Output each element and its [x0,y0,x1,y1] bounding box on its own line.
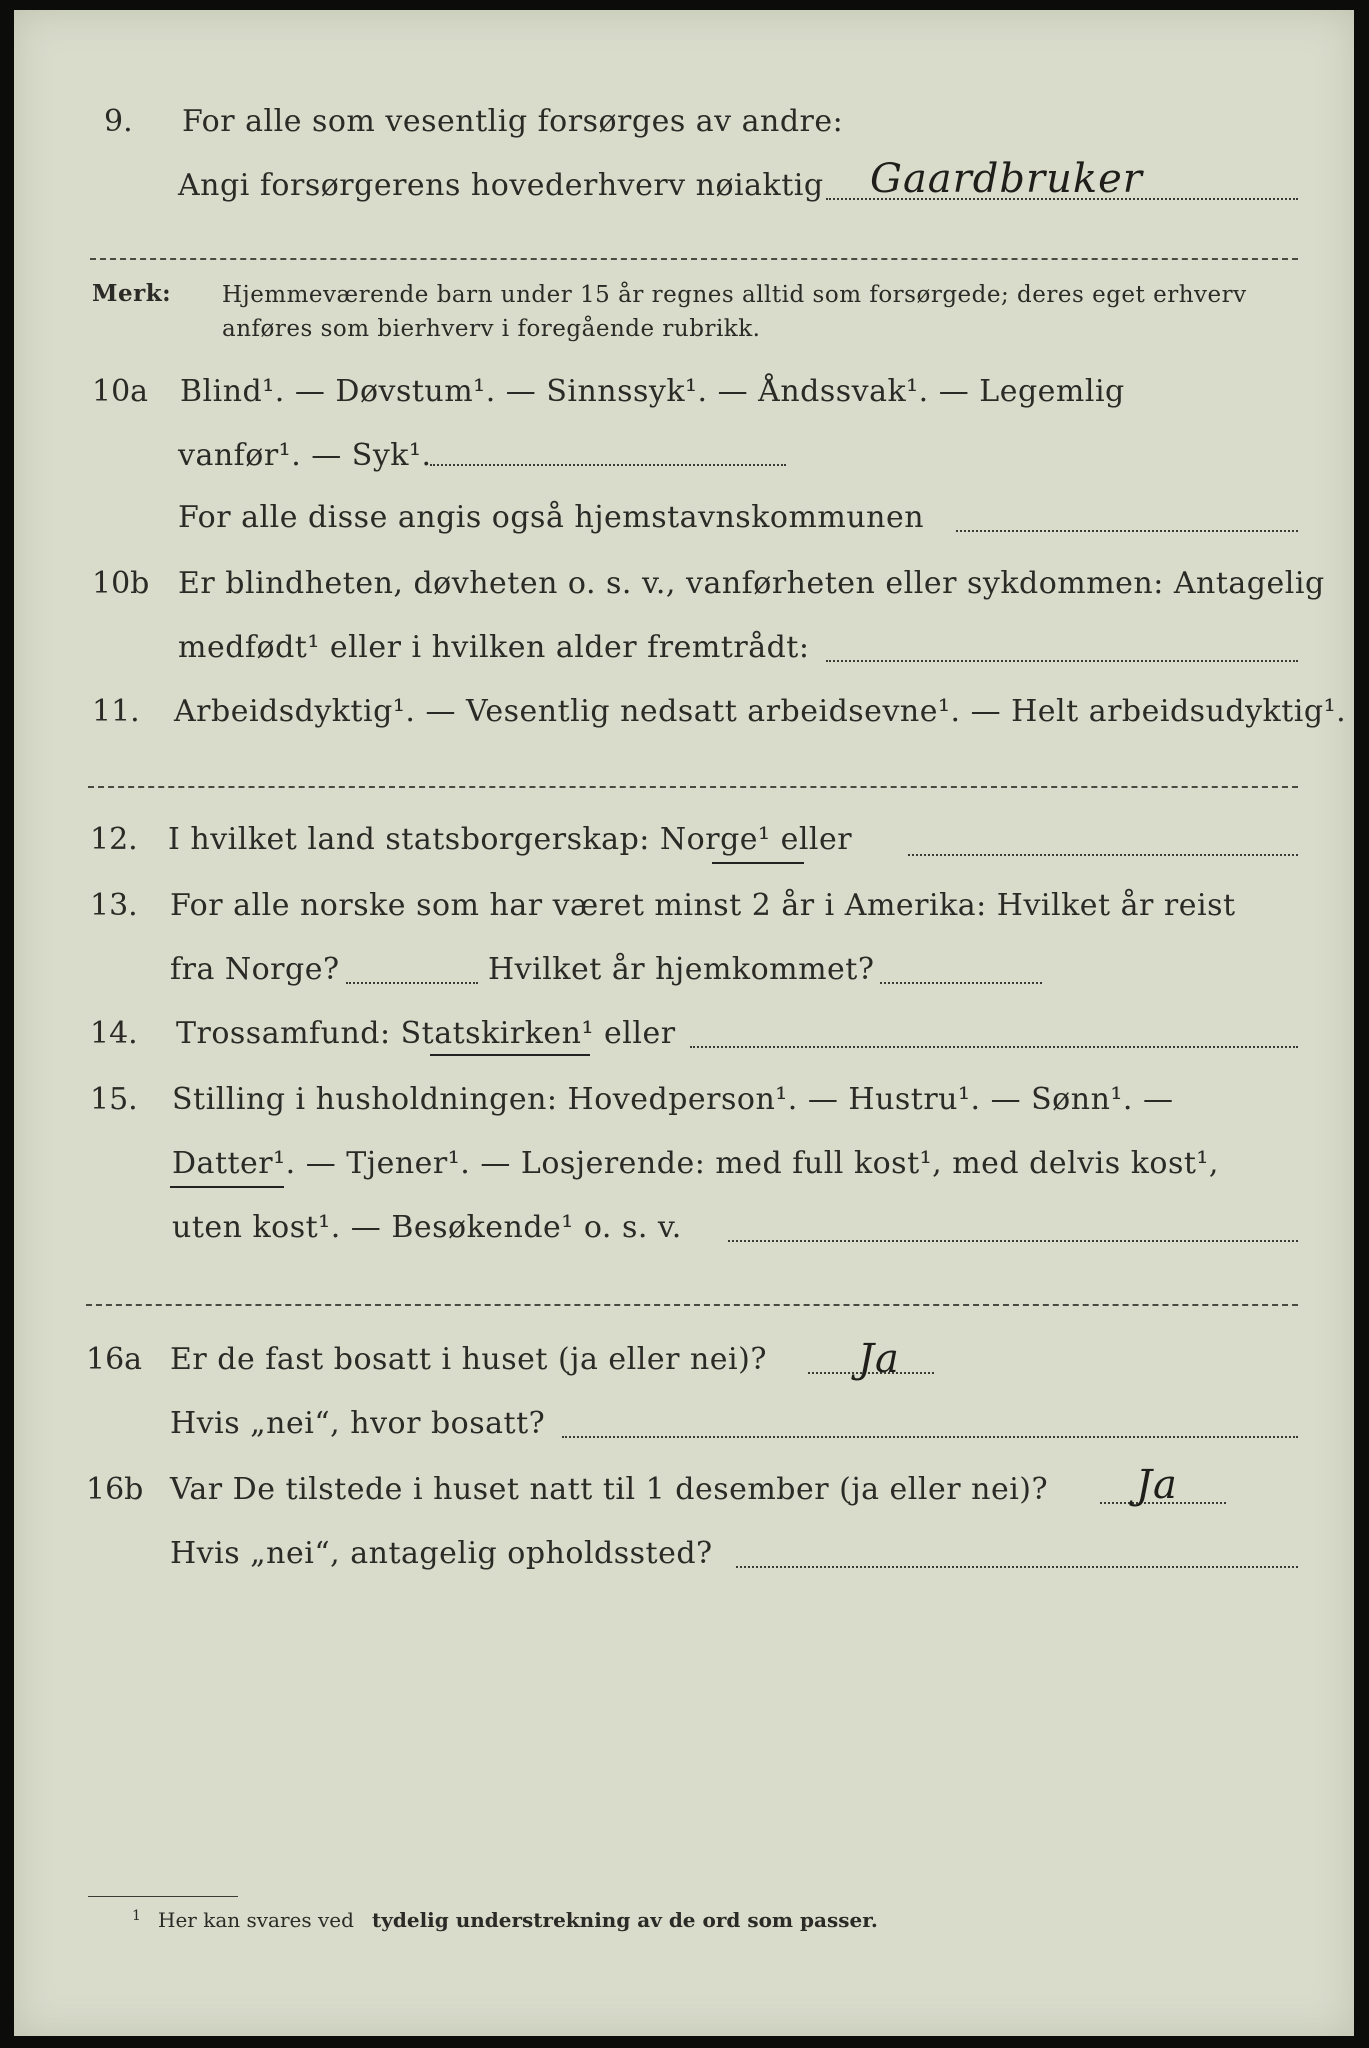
q12-number: 12. [90,822,138,857]
merk-line1: Hjemmeværende barn under 15 år regnes alltid som forsørgede; deres eget erhverv [222,282,1247,308]
q11-line1: Arbeidsdyktig¹. — Vesentlig nedsatt arbeidsevne¹. — Helt arbeidsudyktig¹. [174,694,1347,729]
q16b-handwritten-answer: Ja [1136,1462,1178,1508]
q15-line2: Datter¹. — Tjener¹. — Losjerende: med full kost¹, med delvis kost¹, [172,1146,1219,1181]
q15-line1: Stilling i husholdningen: Hovedperson¹. — Hustru¹. — Sønn¹. — [172,1082,1174,1117]
q13-line2a: fra Norge? [170,952,340,987]
q16a-handwritten-answer: Ja [858,1336,900,1382]
separator-after-q11 [88,786,1298,788]
q9-number: 9. [104,104,133,139]
q12-answer-line [908,854,1298,856]
q13-reist-line [346,982,478,984]
q9-line1: For alle som vesentlig forsørges av andre: [182,104,844,139]
footnote-text-bold: tydelig understrekning av de ord som passer. [372,1908,878,1932]
q16a-line1: Er de fast bosatt i huset (ja eller nei)? [170,1342,767,1377]
separator-after-q9 [90,258,1298,260]
q14-number: 14. [90,1016,138,1051]
footnote-text-plain: Her kan svares ved [158,1908,354,1932]
q13-line2b: Hvilket år hjemkommet? [488,952,875,987]
q13-line1: For alle norske som har været minst 2 år i Amerika: Hvilket år reist [170,888,1236,923]
q10b-number: 10b [92,566,150,601]
q12-line1: I hvilket land statsborgerskap: Norge¹ eller [168,822,853,857]
q15-number: 15. [90,1082,138,1117]
footnote-rule [88,1896,238,1897]
q10b-line2: medfødt¹ eller i hvilken alder fremtrådt: [178,630,810,665]
q10b-age-line [826,660,1298,662]
q16a-line2: Hvis „nei“, hvor bosatt? [170,1406,546,1441]
q16b-opholdssted-line [736,1566,1298,1568]
q10b-line1: Er blindheten, døvheten o. s. v., vanførheten eller sykdommen: Antagelig [178,566,1325,601]
q16b-line2: Hvis „nei“, antagelig opholdssted? [170,1536,713,1571]
q14-line1: Trossamfund: Statskirken¹ eller [176,1016,676,1051]
q14-answer-line [690,1046,1298,1048]
q10a-line1: Blind¹. — Døvstum¹. — Sinnssyk¹. — Åndssvak¹. — Legemlig [180,374,1125,409]
separator-after-q15 [86,1304,1298,1306]
q13-number: 13. [90,888,138,923]
q10a-sick-line [430,464,786,466]
q15-datter-underline [170,1186,284,1188]
q16b-number: 16b [86,1472,144,1507]
q10a-line3: For alle disse angis også hjemstavnskommunen [178,500,925,535]
q9-line2: Angi forsørgerens hovederhverv nøiaktig [178,168,824,203]
q14-statskirken-underline [430,1054,590,1056]
q10a-kommune-line [956,530,1298,532]
merk-label: Merk: [92,280,172,307]
q10a-line2: vanfør¹. — Syk¹. [178,438,432,473]
footnote-mark: 1 [132,1908,141,1924]
q16b-line1: Var De tilstede i huset natt til 1 desember (ja eller nei)? [170,1472,1049,1507]
q9-handwritten-answer: Gaardbruker [870,156,1143,202]
q16a-bosatt-line [562,1436,1298,1438]
q11-number: 11. [92,694,140,729]
q13-hjemkommet-line [880,982,1042,984]
q16a-number: 16a [86,1342,143,1377]
q15-line3: uten kost¹. — Besøkende¹ o. s. v. [172,1210,682,1245]
q12-norge-underline [712,862,804,864]
q15-answer-line [728,1240,1298,1242]
q10a-number: 10a [92,374,149,409]
merk-line2: anføres som bierhverv i foregående rubrikk. [222,316,761,342]
